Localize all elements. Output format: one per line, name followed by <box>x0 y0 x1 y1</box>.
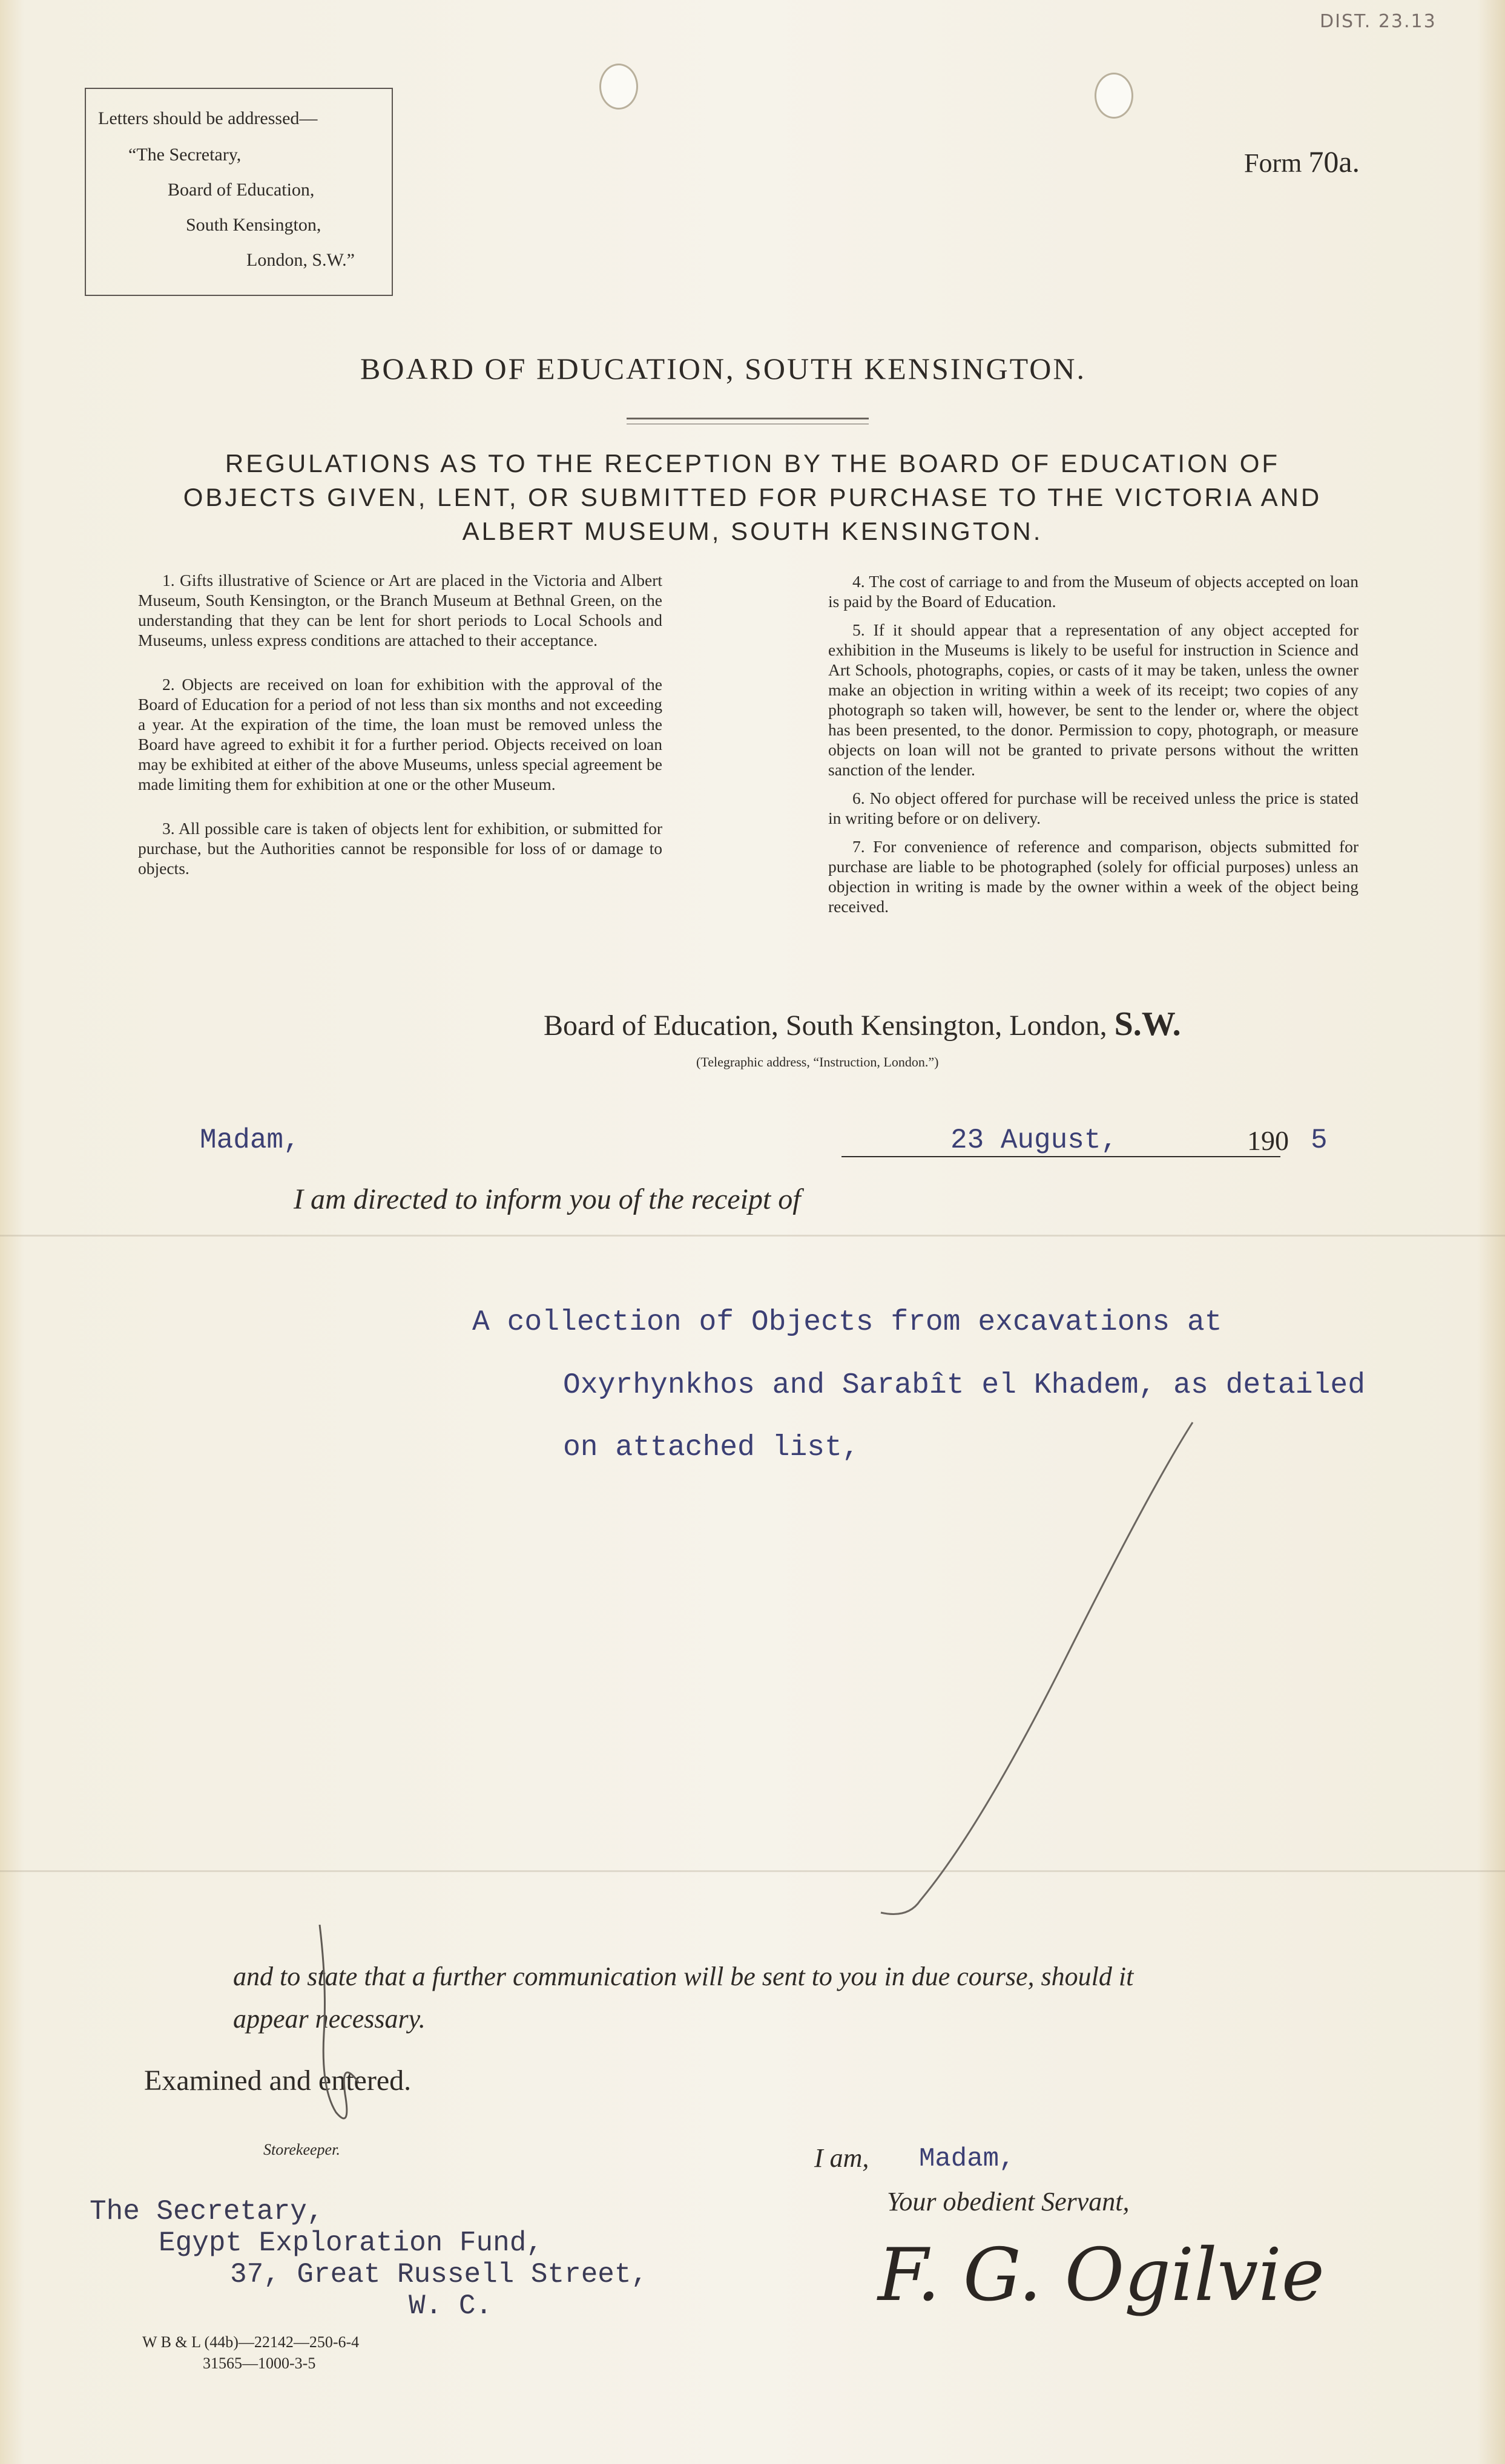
form-code: 70a. <box>1308 145 1360 179</box>
address-line: Board of Education, <box>168 180 315 200</box>
regulations-left-column <box>138 570 662 902</box>
date-year-prefix: 190 <box>1247 1125 1289 1156</box>
punch-hole <box>1095 73 1133 119</box>
salutation: Madam, <box>200 1125 300 1156</box>
recipient-line: Egypt Exploration Fund, <box>159 2227 543 2259</box>
sign-off-servant: Your obedient Servant, <box>887 2187 1130 2216</box>
board-address-text: Board of Education, South Kensington, London, <box>544 1010 1107 1042</box>
closing-line: and to state that a further communication will be sent to you in due course, should it <box>233 1962 1134 1991</box>
address-line: South Kensington, <box>186 215 321 235</box>
typed-line: Oxyrhynkhos and Sarabît el Khadem, as detailed <box>563 1369 1366 1402</box>
regulation-item: 2. Objects are received on loan for exhibition with the approval of the Board of Education for a period of not less than six months and not exceeding a year. At the expiration of the time, the loan must be removed unless the Board have agreed to exhibit it for a further period. Objects received on loan may be exhibited at either of the above Museums, unless special agreement be made limiting them for exhibition at one or the other Museum. <box>138 675 662 793</box>
form-number <box>1244 144 1360 179</box>
regulation-item: 5. If it should appear that a representation of any object accepted for exhibition in the Museums is likely to be useful for instruction in Science and Art Schools, photographs, copies, or casts of it may be taken, unless the owner make an objection in writing within a week of its receipt; two copies of any photograph so taken will, however, be sent to the lender or, where the object has been presented, to the donor. Permission to copy, photograph, or measure objects on loan will not be granted to private persons without the written sanction of the lender. <box>828 620 1358 779</box>
regulation-item: 1. Gifts illustrative of Science or Art are placed in the Victoria and Albert Museum, South Kensington, or the Branch Museum at Bethnal Green, on the understanding that they can be lent for short periods to Local Schools and Museums, unless express conditions are attached to their acceptance. <box>138 571 662 649</box>
recipient-line: 37, Great Russell Street, <box>230 2259 648 2290</box>
regulations-right-column <box>828 571 1358 925</box>
address-box <box>85 88 393 296</box>
sign-off-madam: Madam, <box>919 2144 1015 2174</box>
signature: F. G. Ogilvie <box>878 2233 1325 2318</box>
regulation-item: 4. The cost of carriage to and from the Museum of objects accepted on loan is paid by the Board of Education. <box>828 572 1358 611</box>
board-address <box>544 1005 1181 1043</box>
fold-line <box>0 1235 1505 1237</box>
storekeeper-label: Storekeeper. <box>263 2141 340 2158</box>
date-year-digit: 5 <box>1311 1125 1328 1156</box>
closing-line: appear necessary. <box>233 2004 426 2034</box>
regulation-item: 6. No object offered for purchase will be received unless the price is stated in writing before or on delivery. <box>828 789 1358 827</box>
pen-stroke <box>726 1416 1211 1931</box>
board-address-sw: S.W. <box>1114 1005 1181 1043</box>
typed-line: on attached list, <box>563 1431 860 1464</box>
typed-line: A collection of Objects from excavations at <box>472 1306 1222 1339</box>
recipient-line: The Secretary, <box>90 2196 324 2227</box>
recipient-line: W. C. <box>409 2290 493 2322</box>
regulations-title-line: REGULATIONS AS TO THE RECEPTION BY THE BOARD OF EDUCATION OF <box>225 449 1280 478</box>
regulations-title <box>97 447 1408 548</box>
printer-code: W B & L (44b)—22142—250-6-4 <box>142 2333 360 2351</box>
regulation-item: 3. All possible care is taken of objects lent for exhibition, or submitted for purchase, but the Authorities cannot be responsible for loss of or damage to objects. <box>138 819 662 878</box>
date-underline <box>841 1156 1280 1157</box>
regulations-title-line: OBJECTS GIVEN, LENT, OR SUBMITTED FOR PURCHASE TO THE VICTORIA AND <box>183 483 1322 511</box>
initials-mark <box>303 1913 381 2167</box>
intro-text: I am directed to inform you of the receipt of <box>294 1183 801 1215</box>
form-label: Form <box>1244 148 1302 178</box>
docket-note: DIST. 23.13 <box>1320 11 1437 32</box>
printer-code: 31565—1000-3-5 <box>203 2354 316 2372</box>
address-line: London, S.W.” <box>246 250 355 270</box>
page-title: BOARD OF EDUCATION, SOUTH KENSINGTON. <box>360 352 1086 386</box>
address-line: “The Secretary, <box>128 145 242 165</box>
examined-entered: Examined and entered. <box>144 2065 412 2097</box>
date-day-month: 23 August, <box>950 1125 1118 1156</box>
address-line: Letters should be addressed— <box>98 108 318 128</box>
regulation-item: 7. For convenience of reference and comparison, objects submitted for purchase are liable to be photographed (solely for official purposes) unless an objection in writing is made by the owner within a week of the object being received. <box>828 837 1358 916</box>
punch-hole <box>599 64 638 110</box>
telegraphic-address: (Telegraphic address, “Instruction, London.”) <box>696 1054 939 1069</box>
regulations-title-line: ALBERT MUSEUM, SOUTH KENSINGTON. <box>462 517 1043 545</box>
sign-off-i-am: I am, <box>814 2143 869 2173</box>
divider <box>627 418 869 419</box>
